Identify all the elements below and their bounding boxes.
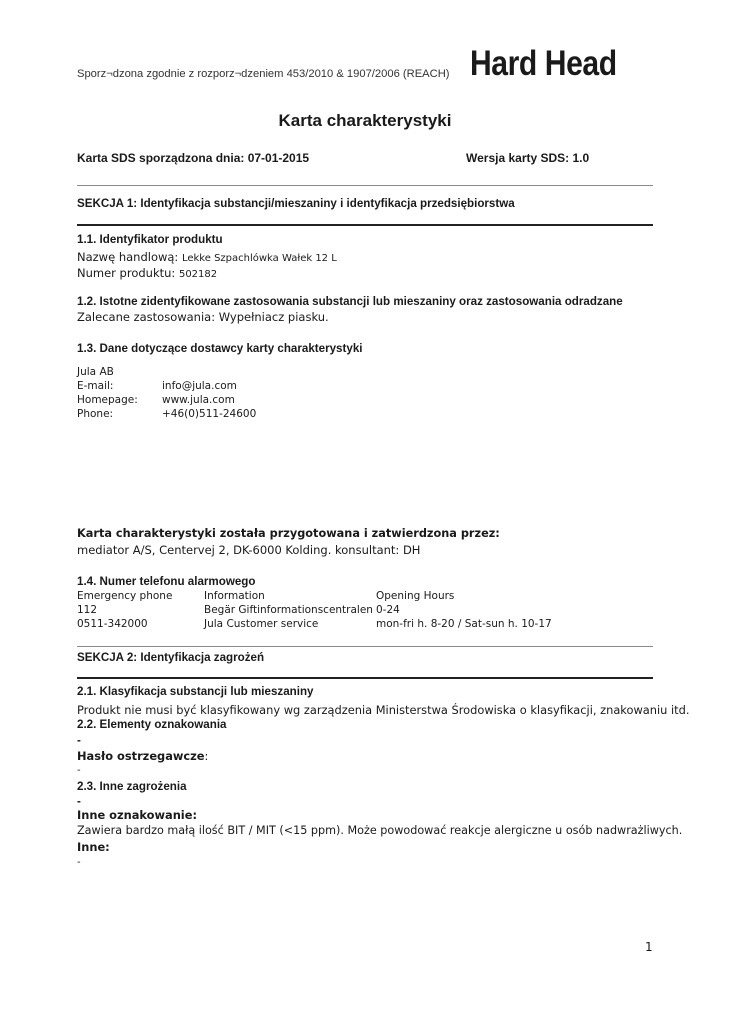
divider — [77, 185, 653, 186]
dash: - — [77, 765, 81, 776]
company-name: Jula AB — [77, 366, 114, 378]
section-1-1-heading: 1.1. Identyfikator produktu — [77, 233, 223, 246]
table-cell: Emergency phone — [77, 590, 173, 602]
signal-word-row — [77, 749, 208, 763]
table-cell: Information — [204, 590, 265, 602]
homepage-link[interactable]: www.jula.com — [162, 394, 235, 406]
table-row — [77, 589, 552, 603]
page-number: 1 — [645, 940, 653, 954]
section-2-1-heading: 2.1. Klasyfikacja substancji lub mieszaniny — [77, 685, 314, 698]
section-rule — [77, 677, 653, 679]
phone-value: +46(0)511-24600 — [162, 408, 257, 420]
product-number-row — [77, 266, 217, 280]
table-cell: 0-24 — [376, 604, 400, 616]
dash: - — [77, 857, 81, 868]
table-cell: Jula Customer service — [204, 618, 319, 630]
brand-logo: Hard Head — [470, 44, 617, 83]
section-1-3-heading: 1.3. Dane dotyczące dostawcy karty charakterystyki — [77, 342, 363, 355]
contact-row — [77, 380, 237, 392]
product-number-value: 502182 — [178, 269, 218, 280]
product-number-label: Numer produktu: — [77, 266, 176, 280]
emergency-table — [77, 589, 552, 631]
table-cell: Begär Giftinformationscentralen — [204, 604, 373, 616]
divider — [77, 646, 653, 647]
contact-row — [77, 394, 235, 406]
contact-row — [77, 408, 256, 420]
section2-heading: SEKCJA 2: Identyfikacja zagrożeń — [77, 651, 265, 664]
signal-word-colon: : — [204, 749, 209, 763]
table-row — [77, 603, 552, 617]
prepared-by-text: mediator A/S, Centervej 2, DK-6000 Kolding. konsultant: DH — [77, 543, 421, 557]
email-link[interactable]: info@jula.com — [162, 380, 237, 392]
section-1-4-heading: 1.4. Numer telefonu alarmowego — [77, 575, 256, 588]
recommended-use: Zalecane zastosowania: Wypełniacz piasku. — [77, 310, 329, 324]
table-cell: 0511-342000 — [77, 618, 148, 630]
section-2-3-heading: 2.3. Inne zagrożenia — [77, 780, 187, 793]
dash: - — [77, 734, 81, 747]
section-2-2-heading: 2.2. Elementy oznakowania — [77, 718, 227, 731]
section-1-2-heading: 1.2. Istotne zidentyfikowane zastosowania substancji lub mieszaniny oraz zastosowania odradzane — [77, 295, 623, 308]
section-rule — [77, 224, 653, 226]
contact-label: E-mail: — [77, 380, 114, 392]
contact-label: Phone: — [77, 408, 114, 420]
classification-text: Produkt nie musi być klasyfikowany wg zarządzenia Ministerstwa Środowiska o klasyfikacji, znakowaniu itd. — [77, 703, 690, 717]
trade-name-row — [77, 250, 337, 264]
section1-heading: SEKCJA 1: Identyfikacja substancji/mieszaniny i identyfikacja przedsiębiorstwa — [77, 197, 515, 210]
trade-name-value: Lekke Szpachlówka Wałek 12 L — [181, 253, 337, 264]
signal-word-label: Hasło ostrzegawcze — [77, 749, 205, 763]
document-title: Karta charakterystyki — [278, 111, 452, 130]
table-row — [77, 617, 552, 631]
regulation-note: Sporz¬dzona zgodnie z rozporz¬dzeniem 453/2010 & 1907/2006 (REACH) — [77, 68, 450, 80]
sds-version: Wersja karty SDS: 1.0 — [466, 151, 590, 165]
prepared-by-heading: Karta charakterystyki została przygotowana i zatwierdzona przez: — [77, 527, 500, 540]
table-cell: mon-fri h. 8-20 / Sat-sun h. 10-17 — [376, 618, 552, 630]
other-labelling-text: Zawiera bardzo małą ilość BIT / MIT (<15 ppm). Może powodować reakcje alergiczne u osób nadwrażliwych. — [77, 824, 683, 837]
sds-date: Karta SDS sporządzona dnia: 07-01-2015 — [77, 151, 310, 165]
table-cell: Opening Hours — [376, 590, 455, 602]
dash: - — [77, 795, 81, 808]
other-labelling-heading: Inne oznakowanie: — [77, 808, 197, 822]
table-cell: 112 — [77, 604, 98, 616]
contact-label: Homepage: — [77, 394, 138, 406]
other-heading: Inne: — [77, 840, 110, 854]
trade-name-label: Nazwę handlową: — [77, 250, 179, 264]
